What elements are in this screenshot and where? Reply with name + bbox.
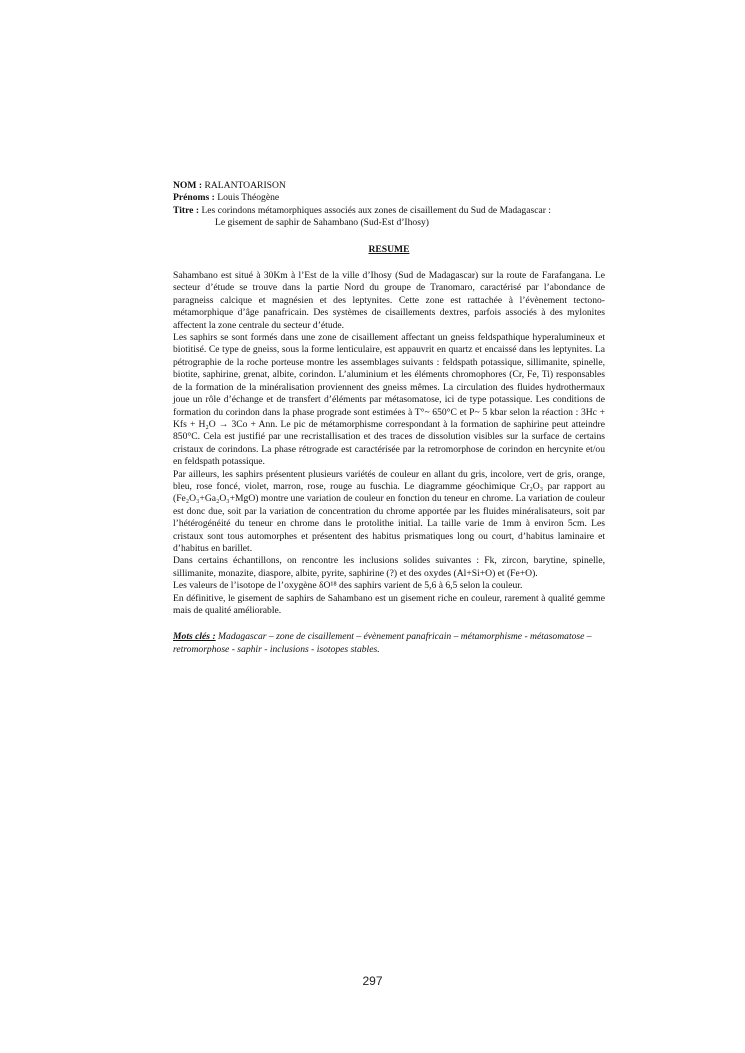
title-line	[173, 205, 605, 217]
page-number: 297	[362, 974, 383, 988]
titre-value: Les corindons métamorphiques associés aux zones de cisaillement du Sud de Madagascar :	[201, 204, 551, 216]
prenoms-label: Prénoms :	[173, 192, 215, 204]
prenoms-value: Louis Théogène	[217, 192, 280, 204]
nom-value: RALANTOARISON	[204, 180, 286, 191]
nom-label: NOM :	[173, 180, 203, 191]
subtitle: Le gisement de saphir de Sahambano (Sud-Est d’Ihosy)	[215, 217, 429, 229]
author-firstname-line	[173, 192, 605, 204]
abstract-paragraph: En définitive, le gisement de saphirs de Sahambano est un gisement riche en couleur, rarement à qualité gemme mais de qualité améliorable.	[173, 592, 605, 616]
abstract-paragraph: Dans certains échantillons, on rencontre les inclusions solides suivantes : Fk, zircon, barytine, spinelle, sillimanite, monazite, diaspore, albite, pyrite, saphirine (?) et des oxydes (Al+Si+O) et (Fe+O).	[173, 555, 605, 579]
abstract-heading: RESUME	[368, 243, 410, 255]
keywords-label: Mots clés :	[173, 631, 216, 643]
abstract-paragraph: Les saphirs se sont formés dans une zone de cisaillement affectant un gneiss feldspathique hyperalumineux et biotitisé. Ce type de gneiss, sous la forme lenticulaire, est appauvrit en quartz et encaissé dans les leptynites. La pétrographie de la roche porteuse montre les assemblages suivants : feldspath potassique, sillimanite, spinelle, biotite, saphirine, grenat, albite, corindon. L’aluminium et les éléments chromophores (Cr, Fe, Ti) responsables de la formation de la minéralisation proviennent des gneiss mêmes. La circulation des fluides hydrothermaux joue un rôle d’échange et de transfert d’éléments par métasomatose, ici de type potassique. Les conditions de formation du corindon dans la phase prograde sont estimées à T°~ 650°C et P~ 5 kbar selon la réaction : 3Hc + Kfs + H₂O → 3Co + Ann. Le pic de métamorphisme correspondant à la formation de saphirine peut atteindre 850°C. Cela est justifié par une recristallisation et des traces de dissolution visibles sur la surface de certains cristaux de corindons. La phase rétrograde est caractérisée par la retromorphose de corindon en hercynite et/ou en feldspath potassique.	[173, 332, 605, 468]
abstract-paragraph: Par ailleurs, les saphirs présentent plusieurs variétés de couleur en allant du gris, incolore, vert de gris, orange, bleu, rose foncé, violet, marron, rose, rouge au fuschia. Le diagramme géochimique Cr₂O₃ par rapport au (Fe₂O₃+Ga₂O₃+MgO) montre une variation de couleur en fonction du teneur en chrome. La variation de couleur est donc due, soit par la variation de concentration du chrome apportée par les fluides minéralisateurs, soit par l’hétérogénéité du teneur en chrome dans le protolithe initial. La taille varie de 1mm à environ 5cm. Les cristaux sont tous automorphes et présentent des habitus prismatiques long ou court, d’habitus laminaire et d’habitus en barillet.	[173, 468, 605, 554]
keywords-line	[173, 631, 605, 656]
abstract-paragraph: Les valeurs de l’isotope de l’oxygène δO¹⁸ des saphirs varient de 5,6 à 6,5 selon la couleur.	[173, 580, 523, 592]
keywords-value: Madagascar – zone de cisaillement – évènement panafricain – métamorphisme - métasomatose – retromorphose - saphir - inclusions - isotopes stables.	[173, 631, 592, 655]
abstract-block	[173, 180, 605, 656]
titre-label: Titre :	[173, 204, 200, 216]
author-surname-line	[173, 180, 605, 192]
abstract-paragraph: Sahambano est situé à 30Km à l’Est de la ville d’Ihosy (Sud de Madagascar) sur la route de Farafangana. Le secteur d’étude se trouve dans la partie Nord du groupe de Tranomaro, caractérisé par l’abondance de paragneiss calcique et magnésien et des leptynites. Cette zone est rattachée à l’évènement tectono-métamorphique d’âge panafricain. Des systèmes de cisaillements dextres, parfois associés à des mylonites affectent la zone centrale du secteur d’étude.	[173, 270, 605, 331]
